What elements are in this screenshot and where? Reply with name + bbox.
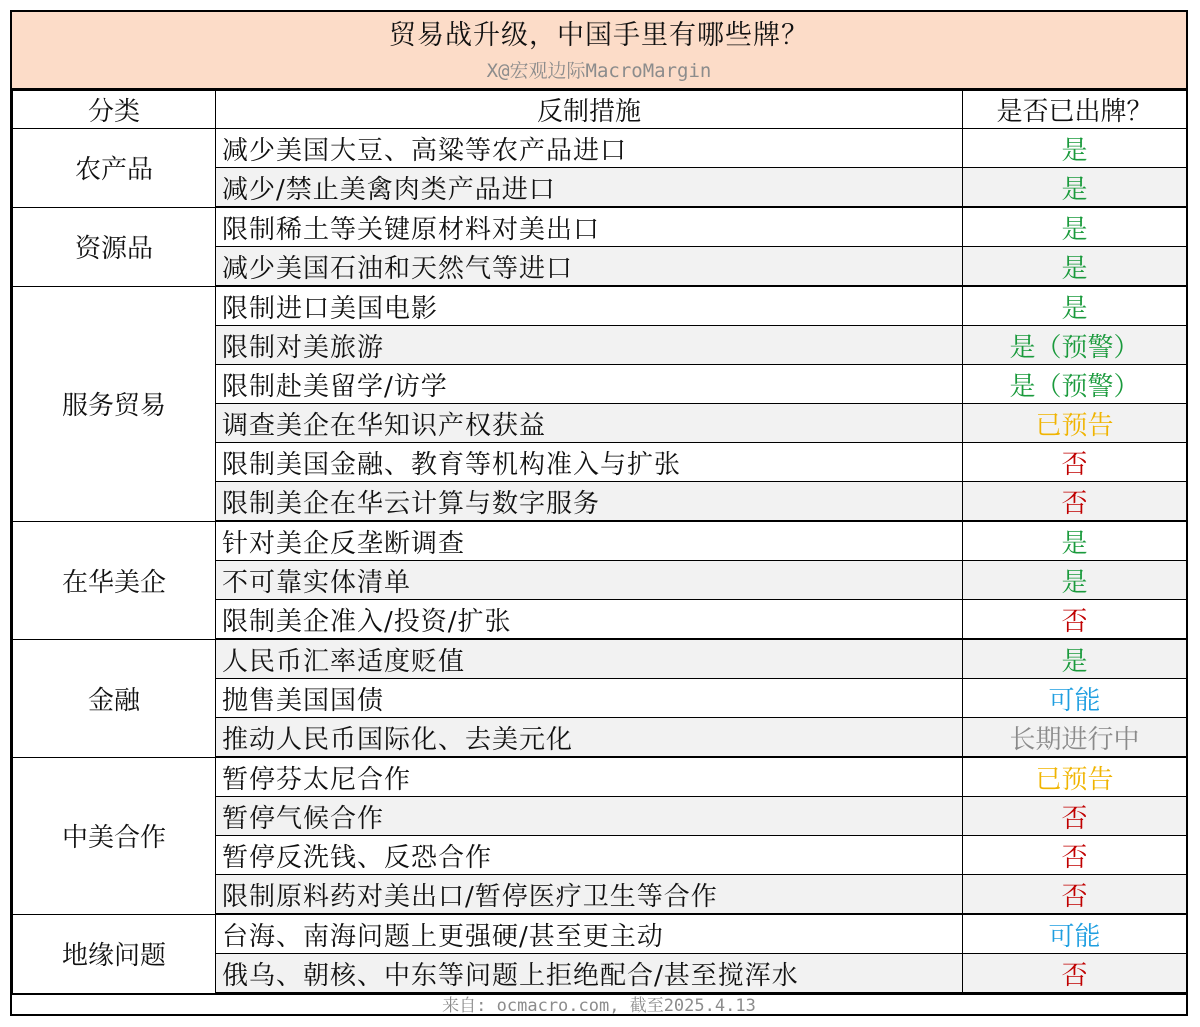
status-cell: 否 [963,954,1187,994]
status-cell: 已预告 [963,404,1187,443]
status-cell: 否 [963,875,1187,915]
measure-cell: 限制赴美留学/访学 [216,365,963,404]
category-cell: 服务贸易 [13,286,216,521]
table-row [13,639,1187,679]
measure-cell: 限制美企在华云计算与数字服务 [216,482,963,522]
measure-cell: 减少美国石油和天然气等进口 [216,247,963,287]
status-cell: 是（预警） [963,365,1187,404]
measure-cell: 推动人民币国际化、去美元化 [216,718,963,758]
status-cell: 是 [963,168,1187,208]
measure-cell: 不可靠实体清单 [216,561,963,600]
category-cell: 中美合作 [13,757,216,914]
measure-cell: 抛售美国国债 [216,679,963,718]
category-cell: 地缘问题 [13,914,216,993]
measure-cell: 针对美企反垄断调查 [216,521,963,561]
table-row [13,521,1187,561]
status-cell: 否 [963,797,1187,836]
measure-cell: 限制原料药对美出口/暂停医疗卫生等合作 [216,875,963,915]
status-cell: 是 [963,247,1187,287]
status-cell: 可能 [963,679,1187,718]
table-row [13,129,1187,168]
status-cell: 可能 [963,914,1187,954]
measure-cell: 限制美国金融、教育等机构准入与扩张 [216,443,963,482]
status-cell: 是 [963,561,1187,600]
table-body [13,129,1187,994]
category-cell: 在华美企 [13,521,216,639]
status-cell: 是 [963,639,1187,679]
status-cell: 否 [963,836,1187,875]
table-frame [10,10,1188,1016]
status-cell: 是 [963,207,1187,247]
measure-cell: 俄乌、朝核、中东等问题上拒绝配合/甚至搅浑水 [216,954,963,994]
table-row [13,914,1187,954]
category-cell: 金融 [13,639,216,757]
status-cell: 是（预警） [963,326,1187,365]
status-cell: 长期进行中 [963,718,1187,758]
measure-cell: 台海、南海问题上更强硬/甚至更主动 [216,914,963,954]
measure-cell: 调查美企在华知识产权获益 [216,404,963,443]
status-cell: 是 [963,129,1187,168]
table-header [12,12,1186,90]
page-title: 贸易战升级，中国手里有哪些牌？ [389,20,809,51]
column-header-status: 是否已出牌？ [963,91,1187,129]
table-row [13,207,1187,247]
status-cell: 否 [963,482,1187,522]
category-cell: 资源品 [13,207,216,286]
category-cell: 农产品 [13,129,216,208]
measure-cell: 人民币汇率适度贬值 [216,639,963,679]
status-cell: 否 [963,443,1187,482]
measure-cell: 减少美国大豆、高粱等农产品进口 [216,129,963,168]
measure-cell: 减少/禁止美禽肉类产品进口 [216,168,963,208]
column-header-measure: 反制措施 [216,91,963,129]
status-cell: 已预告 [963,757,1187,797]
status-cell: 是 [963,521,1187,561]
measure-cell: 暂停反洗钱、反恐合作 [216,836,963,875]
measure-cell: 暂停气候合作 [216,797,963,836]
page-subtitle: X@宏观边际MacroMargin [486,60,712,82]
measure-cell: 限制稀土等关键原材料对美出口 [216,207,963,247]
table-row [13,286,1187,326]
measure-cell: 限制对美旅游 [216,326,963,365]
column-header-row [13,91,1187,129]
measure-cell: 限制进口美国电影 [216,286,963,326]
status-cell: 是 [963,286,1187,326]
table-row [13,757,1187,797]
source-footer: 来自: ocmacro.com, 截至2025.4.13 [12,994,1186,1017]
countermeasures-table [12,90,1187,994]
measure-cell: 暂停芬太尼合作 [216,757,963,797]
status-cell: 否 [963,600,1187,640]
column-header-category: 分类 [13,91,216,129]
measure-cell: 限制美企准入/投资/扩张 [216,600,963,640]
